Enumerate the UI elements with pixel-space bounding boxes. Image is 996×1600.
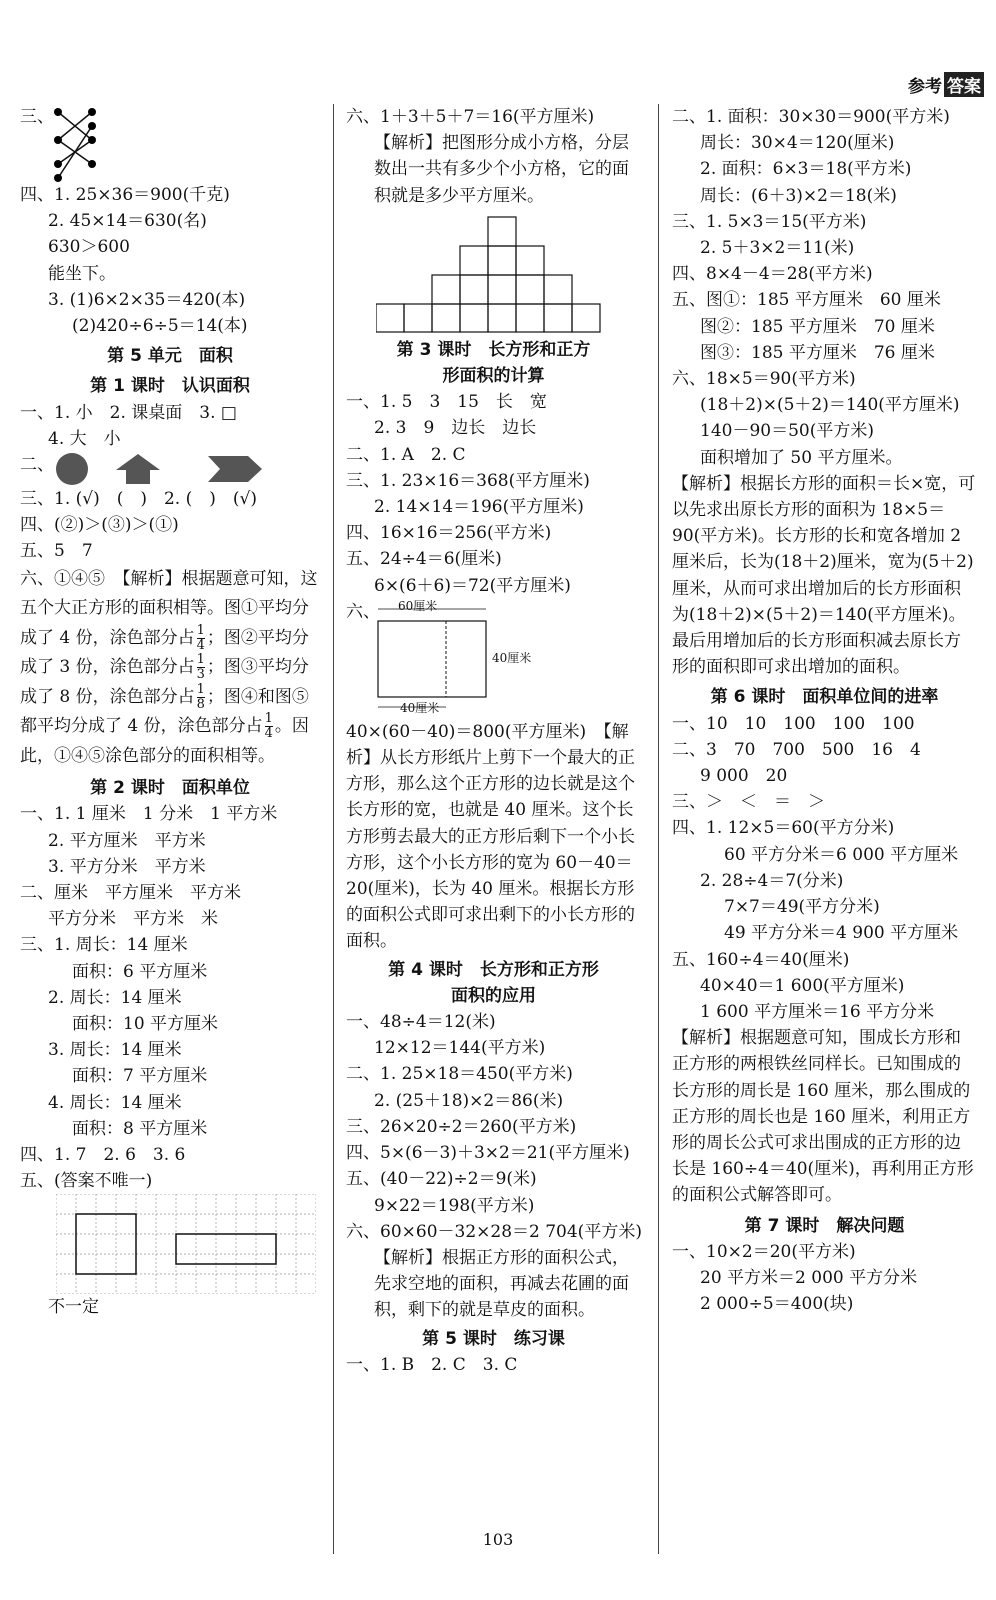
line: 三、1. 周长：14 厘米 [20, 935, 188, 956]
line: 2. 45×14＝630(名) [48, 211, 207, 232]
lesson-title: 第 2 课时 面积单位 [90, 778, 250, 799]
figure-label: 60厘米 [398, 598, 438, 613]
line: 三、1. (√) ( ) 2. ( ) (√) [20, 489, 257, 510]
line: 2 000÷5＝400(块) [700, 1294, 854, 1315]
line: 五、(答案不唯一) [20, 1171, 153, 1192]
line: 40×40＝1 600(平方厘米) [700, 975, 905, 996]
line: 630＞600 [48, 237, 130, 258]
line: 五、24÷4＝6(厘米) [346, 549, 502, 570]
analysis-paragraph: 【解析】根据题意可知，围成长方形和正方形的两根铁丝同样长。已知围成的长方形的周长是 160 厘米，那么围成的正方形的周长也是 160 厘米，利用正方形的周长公式可求出围成的正方形的边长是 160÷4＝40(厘米)，再利用正方形的面积公式解答即可。 [672, 1028, 974, 1206]
answer-column-2 [346, 104, 641, 1378]
line: 二、厘米 平方厘米 平方米 [20, 882, 241, 903]
line: 二、 [20, 455, 54, 476]
line: 周长：30×4＝120(厘米) [700, 133, 895, 154]
column-divider [658, 104, 659, 1554]
page-number: 103 [482, 1530, 514, 1549]
line: 三、 [20, 107, 54, 127]
line: 2. 14×14＝196(平方厘米) [374, 497, 584, 518]
fraction: $\frac{1}{8}$ [196, 681, 205, 712]
line: 平方分米 平方米 米 [48, 909, 218, 930]
line: 四、8×4－4＝28(平方米) [672, 264, 873, 285]
line: 图②：185 平方厘米 70 厘米 [700, 316, 935, 337]
line: 一、10×2＝20(平方米) [672, 1241, 856, 1262]
line: 六、18×5＝90(平方米) [672, 369, 856, 390]
line: 二、1. A 2. C [346, 444, 466, 465]
line: 六、1＋3＋5＋7＝16(平方厘米) [346, 107, 595, 127]
header-answer-box: 答案 [944, 72, 984, 97]
line: 六、60×60－32×28＝2 704(平方米) [346, 1221, 642, 1242]
line: 9×22＝198(平方米) [374, 1195, 535, 1216]
line: 五、图①：185 平方厘米 60 厘米 [672, 290, 941, 311]
line: 四、16×16＝256(平方米) [346, 523, 552, 544]
line: 一、10 10 100 100 100 [672, 713, 915, 734]
matching-question [20, 104, 320, 182]
lesson-title: 第 1 课时 认识面积 [90, 376, 250, 397]
analysis-text: 。因此，①④⑤涂色部分的面积相等。 [20, 716, 309, 766]
line: 一、1. B 2. C 3. C [346, 1354, 518, 1375]
line: 三、1. 5×3＝15(平方米) [672, 211, 867, 232]
line: 三、＞ ＜ ＝ ＞ [672, 792, 825, 813]
line: 49 平方分米＝4 900 平方厘米 [724, 923, 959, 944]
line: 四、1. 25×36＝900(千克) [20, 185, 230, 205]
line: 一、1. 1 厘米 1 分米 1 平方米 [20, 804, 278, 825]
fraction: $\frac{1}{4}$ [196, 622, 205, 653]
line: 7×7＝49(平方分米) [724, 897, 880, 918]
line: 面积：8 平方厘米 [72, 1118, 208, 1139]
line: 二、1. 25×18＝450(平方米) [346, 1064, 573, 1085]
rectangle-figure-row [346, 599, 641, 719]
line: 6×(6＋6)＝72(平方厘米) [374, 575, 571, 596]
matching-lines-figure [48, 104, 108, 182]
line: 周长：(6＋3)×2＝18(米) [700, 185, 897, 206]
fraction: $\frac{1}{4}$ [264, 711, 273, 742]
figure-label: 40厘米 [400, 700, 440, 715]
line: 2. 平方厘米 平方米 [48, 830, 206, 851]
line: 3. 周长：14 厘米 [48, 1040, 182, 1061]
page-header [908, 72, 984, 97]
line: 能坐下。 [48, 263, 116, 284]
answer-column-3 [672, 104, 977, 1317]
line: 面积：6 平方厘米 [72, 961, 208, 982]
lesson-title: 形面积的计算 [442, 366, 545, 387]
line: 面积：10 平方厘米 [72, 1013, 219, 1034]
line: 六、 [346, 601, 380, 622]
line: 四、1. 7 2. 6 3. 6 [20, 1144, 186, 1165]
line: 4. 周长：14 厘米 [48, 1092, 182, 1113]
header-label: 参考 [908, 77, 942, 97]
line: 一、48÷4＝12(米) [346, 1012, 496, 1033]
line: 3. 平方分米 平方米 [48, 856, 206, 877]
line: 2. 5＋3×2＝11(米) [700, 238, 855, 259]
line: 140－90＝50(平方米) [700, 421, 874, 442]
fraction: $\frac{1}{3}$ [196, 652, 205, 683]
analysis-text: 六、①④⑤ 【解析】根据题意可知，这五个大正方形的面积相等。图①平均分成了 4 份，涂色部分占 [20, 568, 318, 648]
unit-title: 第 5 单元 面积 [107, 346, 233, 367]
line: 五、5 7 [20, 541, 93, 562]
analysis-text: ；图③平均分成了 8 份，涂色部分占 [20, 657, 309, 707]
lesson-title: 第 3 课时 长方形和正方 [396, 339, 591, 360]
figure-label: 40厘米 [492, 650, 532, 665]
line: 20 平方米＝2 000 平方分米 [700, 1267, 918, 1288]
lesson-title: 第 6 课时 面积单位间的进率 [710, 687, 939, 708]
line: 二、3 70 700 500 16 4 [672, 739, 921, 760]
line: 面积增加了 50 平方厘米。 [700, 447, 903, 468]
lesson-title: 面积的应用 [451, 985, 536, 1006]
line: 三、26×20÷2＝260(平方米) [346, 1116, 577, 1137]
analysis-text: ；图④和图⑤都平均分成了 4 份，涂色部分占 [20, 686, 309, 737]
line: 9 000 20 [700, 766, 788, 787]
column-divider [333, 104, 334, 1554]
analysis-paragraph: 【解析】根据长方形的面积＝长×宽，可以先求出原长方形的面积为 18×5＝90(平方米)。长方形的长和宽各增加 2 厘米后，长为(18＋2)厘米，宽为(5＋2)厘米，从而可求出增加后的长方形面积为(18＋2)×(5＋2)＝140(平方厘米)。最后用增加后的长方形面积减去原长方形的面积即可求出增加的面积。 [672, 473, 976, 678]
answer-text: (18＋2)×(5＋2)＝140(平方厘米) [700, 395, 960, 416]
line: 2. 周长：14 厘米 [48, 987, 182, 1008]
line: 一、1. 5 3 15 长 宽 [346, 392, 547, 413]
analysis-paragraph: 【解析】把图形分成小方格，分层数出一共有多少个小方格，它的面积就是多少平方厘米。 [374, 133, 629, 206]
shapes-row [20, 452, 320, 486]
grid-answer-figure [56, 1194, 316, 1294]
line: 3. (1)6×2×35＝420(本) [48, 289, 246, 310]
shapes-figure [48, 452, 288, 486]
line: 2. 28÷4＝7(分米) [700, 870, 844, 891]
line: 2. 3 9 边长 边长 [374, 418, 537, 439]
answer-column-1 [20, 104, 320, 1321]
line: (2)420÷6÷5＝14(本) [72, 316, 248, 337]
line: 12×12＝144(平方米) [374, 1038, 546, 1059]
staircase-squares-figure [376, 215, 636, 333]
line: 四、(②)＞(③)＞(①) [20, 515, 179, 536]
analysis-paragraph [20, 565, 320, 772]
line: 2. 面积：6×3＝18(平方米) [700, 159, 912, 180]
lesson-title: 第 4 课时 长方形和正方形 [388, 959, 599, 980]
line: 2. (25＋18)×2＝86(米) [374, 1090, 564, 1111]
lesson-title: 第 7 课时 解决问题 [744, 1215, 905, 1236]
line: 二、1. 面积：30×30＝900(平方米) [672, 107, 950, 127]
line: 图③：185 平方厘米 76 厘米 [700, 342, 935, 363]
line: 面积：7 平方厘米 [72, 1066, 208, 1087]
analysis-paragraph: 40×(60－40)＝800(平方厘米) 【解析】从长方形纸片上剪下一个最大的正方形，那么这个正方形的边长就是这个长方形的宽，也就是 40 厘米。这个长方形剪去最大的正方形后剩下一个小长方形，这个小长方形的宽为 60－40＝20(厘米)，长为 40 厘米。根据长方形的面积公式即可求出剩下的小长方形的面积。 [346, 721, 635, 952]
line: 五、(40－22)÷2＝9(米) [346, 1169, 537, 1190]
line: 五、160÷4＝40(厘米) [672, 949, 850, 970]
line: 四、5×(6－3)＋3×2＝21(平方厘米) [346, 1143, 630, 1164]
line: 4. 大 小 [48, 428, 121, 449]
line: 1 600 平方厘米＝16 平方分米 [700, 1001, 935, 1022]
line: 60 平方分米＝6 000 平方厘米 [724, 844, 959, 865]
line: 不一定 [48, 1297, 99, 1318]
lesson-title: 第 5 课时 练习课 [422, 1328, 565, 1349]
line: 一、1. 小 2. 课桌面 3. □ [20, 402, 237, 423]
line: 四、1. 12×5＝60(平方分米) [672, 818, 895, 839]
line: 三、1. 23×16＝368(平方厘米) [346, 470, 590, 491]
analysis-paragraph: 【解析】根据正方形的面积公式，先求空地的面积，再减去花圃的面积，剩下的就是草皮的面积。 [374, 1247, 629, 1321]
analysis-text: ；图②平均分成了 3 份，涂色部分占 [20, 627, 309, 678]
